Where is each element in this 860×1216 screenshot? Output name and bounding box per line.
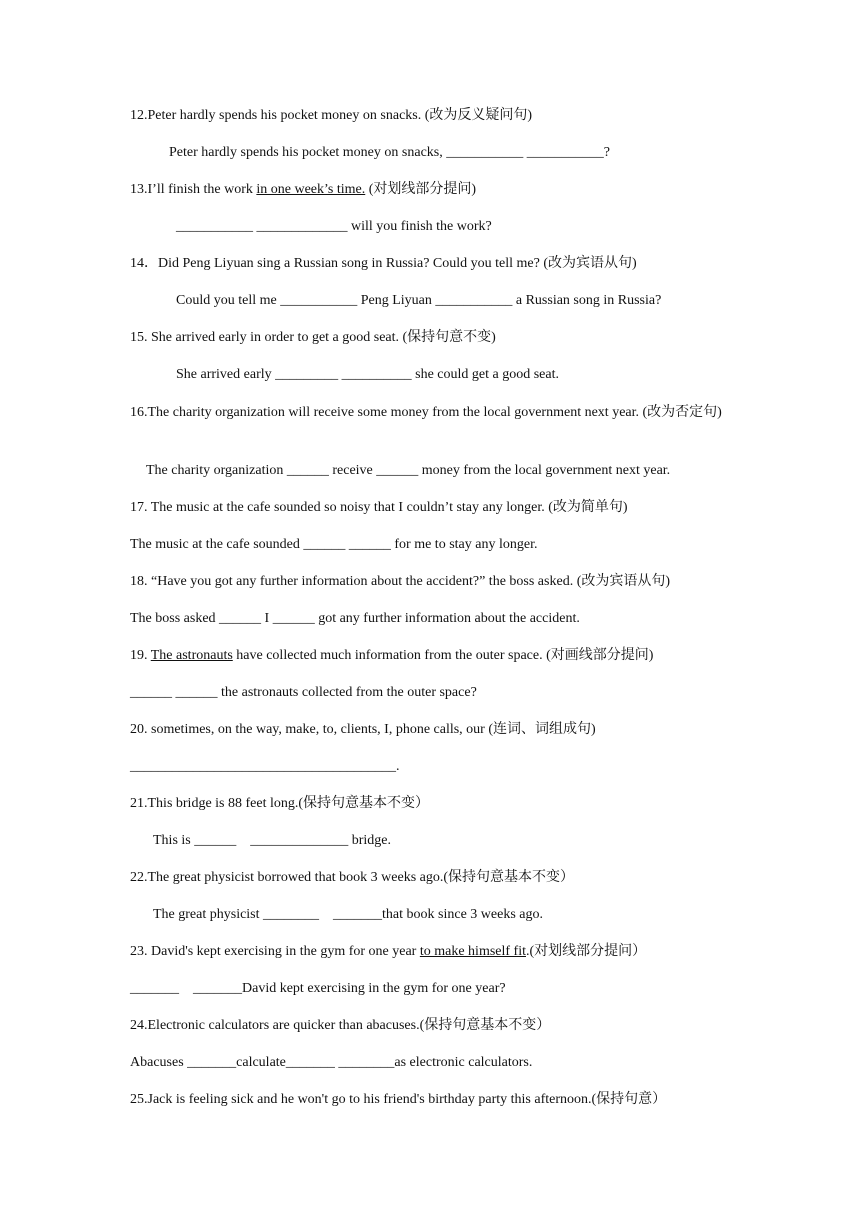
q17-question: 17. The music at the cafe sounded so noisy that I couldn’t stay any longer. (改为简单句) <box>130 500 628 515</box>
q18-question: 18. “Have you got any further information about the accident?” the boss asked. (改为宾语从句) <box>130 574 671 589</box>
q24-answer: Abacuses _______calculate_______ ________as electronic calculators. <box>130 1055 533 1070</box>
q15-question: 15. She arrived early in order to get a good seat. (保持句意不变) <box>130 330 496 345</box>
q23-question-text: 23. David's kept exercising in the gym for one year <box>130 944 420 959</box>
q12-answer: Peter hardly spends his pocket money on snacks, ___________ ___________? <box>169 145 610 160</box>
q19-number: 19. <box>130 648 151 663</box>
q23-question <box>130 942 646 962</box>
q22-answer: The great physicist ________ _______that book since 3 weeks ago. <box>153 907 543 922</box>
q16-answer: The charity organization ______ receive ______ money from the local government next year. <box>146 463 671 478</box>
q13-instruction: (对划线部分提问) <box>365 182 477 197</box>
q13-answer: ___________ _____________ will you finish the work? <box>176 219 492 234</box>
q12-question: 12.Peter hardly spends his pocket money on snacks. (改为反义疑问句) <box>130 108 533 123</box>
q19-question-text: have collected much information from the outer space. (对画线部分提问) <box>232 648 654 663</box>
q21-answer: This is ______ ______________ bridge. <box>153 833 391 848</box>
q20-answer: ______________________________________. <box>130 759 400 774</box>
q15-answer: She arrived early _________ __________ she could get a good seat. <box>176 367 559 382</box>
q19-question <box>130 646 653 666</box>
q17-answer: The music at the cafe sounded ______ ______ for me to stay any longer. <box>130 537 538 552</box>
q25-question: 25.Jack is feeling sick and he won't go to his friend's birthday party this afternoon.(保持句意） <box>130 1092 667 1107</box>
q13-underlined-part: in one week’s time. <box>256 182 366 197</box>
q14-answer: Could you tell me ___________ Peng Liyuan ___________ a Russian song in Russia? <box>176 293 662 308</box>
q24-question: 24.Electronic calculators are quicker than abacuses.(保持句意基本不变） <box>130 1018 551 1033</box>
q23-answer: _______ _______David kept exercising in the gym for one year? <box>130 981 506 996</box>
q21-question: 21.This bridge is 88 feet long.(保持句意基本不变） <box>130 796 430 811</box>
q16-question: 16.The charity organization will receive some money from the local government next year. (改为否定句) <box>130 405 722 420</box>
q19-answer: ______ ______ the astronauts collected from the outer space? <box>130 685 477 700</box>
q20-question: 20. sometimes, on the way, make, to, clients, I, phone calls, our (连词、词组成句) <box>130 722 596 737</box>
q22-question: 22.The great physicist borrowed that book 3 weeks ago.(保持句意基本不变） <box>130 870 575 885</box>
q13-question <box>130 180 476 200</box>
q14-question: 14．Did Peng Liyuan sing a Russian song in Russia? Could you tell me? (改为宾语从句) <box>130 256 637 271</box>
q23-underlined-part: to make himself fit <box>419 944 526 959</box>
q23-instruction: .(对划线部分提问） <box>526 944 647 959</box>
q19-underlined-part: The astronauts <box>150 648 233 663</box>
q18-answer: The boss asked ______ I ______ got any further information about the accident. <box>130 611 580 626</box>
q13-question-text: 13.I’ll finish the work <box>130 182 257 197</box>
